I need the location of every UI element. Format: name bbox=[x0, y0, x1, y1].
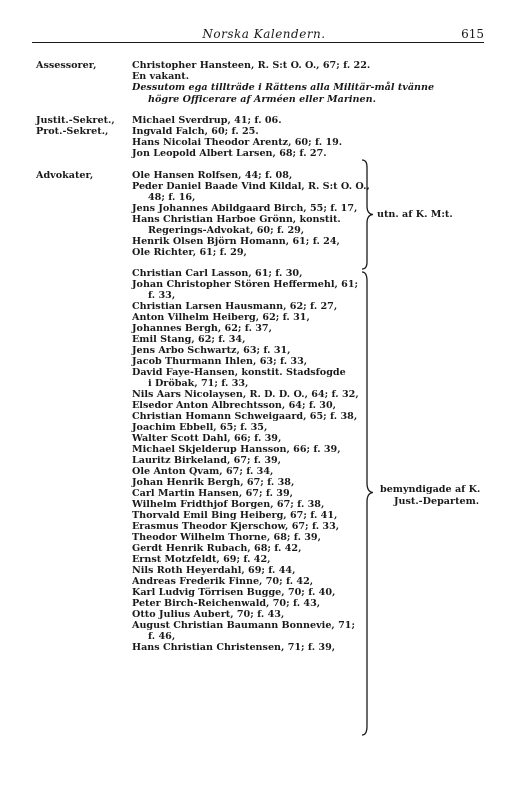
page-number: 615 bbox=[461, 27, 484, 41]
entry-line: Hans Christian Harboe Grönn, konstit. bbox=[132, 214, 341, 225]
entry-line: Nils Roth Heyerdahl, 69; f. 44, bbox=[132, 565, 296, 576]
note-appointed-by-king: utn. af K. M:t. bbox=[377, 209, 453, 220]
entry-line: Christian Carl Lasson, 61; f. 30, bbox=[132, 268, 303, 279]
entry-line: Anton Vilhelm Heiberg, 62; f. 31, bbox=[132, 312, 310, 323]
entry-line: Lauritz Birkeland, 67; f. 39, bbox=[132, 455, 282, 466]
section-label-advokater: Advokater, bbox=[36, 170, 94, 181]
brace-appointed-by-king bbox=[360, 159, 376, 270]
entry-line: Andreas Frederik Finne, 70; f. 42, bbox=[132, 576, 314, 587]
entry-line: Ingvald Falch, 60; f. 25. bbox=[132, 126, 259, 137]
entry-line: Theodor Wilhelm Thorne, 68; f. 39, bbox=[132, 532, 321, 543]
running-title: Norska Kalendern. bbox=[202, 27, 326, 41]
entry-line: Erasmus Theodor Kjerschow, 67; f. 33, bbox=[132, 521, 340, 532]
entry-line: Elsedor Anton Albrechtsson, 64; f. 30, bbox=[132, 400, 336, 411]
section-label-justit-sekret: Justit.-Sekret., bbox=[36, 115, 115, 126]
entry-line: Gerdt Henrik Rubach, 68; f. 42, bbox=[132, 543, 302, 554]
entry-line: Ole Hansen Rolfsen, 44; f. 08, bbox=[132, 170, 293, 181]
entry-line: Jacob Thurmann Ihlen, 63; f. 33, bbox=[132, 356, 308, 367]
entry-line: Johan Henrik Bergh, 67; f. 38, bbox=[132, 477, 295, 488]
entry-line: f. 33, bbox=[148, 290, 176, 301]
entry-line: Joachim Ebbell, 65; f. 35, bbox=[132, 422, 268, 433]
entry-line: Carl Martin Hansen, 67; f. 39, bbox=[132, 488, 293, 499]
entry-line: Walter Scott Dahl, 66; f. 39, bbox=[132, 433, 282, 444]
entry-line: Henrik Olsen Björn Homann, 61; f. 24, bbox=[132, 236, 340, 247]
entry-line: 48; f. 16, bbox=[148, 192, 196, 203]
entry-line: Ole Anton Qvam, 67; f. 34, bbox=[132, 466, 274, 477]
entry-line: Ernst Motzfeldt, 69; f. 42, bbox=[132, 554, 271, 565]
entry-line: Jon Leopold Albert Larsen, 68; f. 27. bbox=[132, 148, 327, 159]
entry-line: Christian Larsen Hausmann, 62; f. 27, bbox=[132, 301, 338, 312]
note-authorized-line1: bemyndigade af K. bbox=[380, 484, 481, 495]
entry-line: f. 46, bbox=[148, 631, 176, 642]
entry-line: David Faye-Hansen, konstit. Stadsfogde bbox=[132, 367, 346, 378]
entry-line: Peter Birch-Reichenwald, 70; f. 43, bbox=[132, 598, 321, 609]
brace-authorized-by-ministry bbox=[360, 271, 376, 736]
section-label-assessorer: Assessorer, bbox=[36, 60, 97, 71]
entry-line: Wilhelm Fridthjof Borgen, 67; f. 38, bbox=[132, 499, 325, 510]
entry-line: Hans Christian Christensen, 71; f. 39, bbox=[132, 642, 336, 653]
entry-line: Emil Stang, 62; f. 34, bbox=[132, 334, 246, 345]
entry-line: Ole Richter, 61; f. 29, bbox=[132, 247, 247, 258]
entry-line: Jens Arbo Schwartz, 63; f. 31, bbox=[132, 345, 291, 356]
entry-line: Nils Aars Nicolaysen, R. D. D. O., 64; f. 32, bbox=[132, 389, 359, 400]
entry-line: Dessutom ega tillträde i Rättens alla Militär-mål tvänne bbox=[132, 82, 435, 93]
note-authorized-line2: Just.-Departem. bbox=[394, 496, 480, 507]
header-rule bbox=[32, 42, 484, 43]
entry-line: Otto Julius Aubert, 70; f. 43, bbox=[132, 609, 285, 620]
entry-line: Karl Ludvig Törrisen Bugge, 70; f. 40, bbox=[132, 587, 336, 598]
entry-line: En vakant. bbox=[132, 71, 190, 82]
entry-line: Regerings-Advokat, 60; f. 29, bbox=[148, 225, 305, 236]
entry-line: Michael Sverdrup, 41; f. 06. bbox=[132, 115, 282, 126]
entry-line: August Christian Baumann Bonnevie, 71; bbox=[132, 620, 356, 631]
entry-line: Johannes Bergh, 62; f. 37, bbox=[132, 323, 272, 334]
entry-line: Jens Johannes Abildgaard Birch, 55; f. 17, bbox=[132, 203, 358, 214]
entry-line: högre Officerare af Arméen eller Marinen. bbox=[148, 94, 376, 105]
entry-line: Christian Homann Schweigaard, 65; f. 38, bbox=[132, 411, 358, 422]
entry-line: Thorvald Emil Bing Heiberg, 67; f. 41, bbox=[132, 510, 338, 521]
section-label-prot-sekret: Prot.-Sekret., bbox=[36, 126, 109, 137]
entry-line: Peder Daniel Baade Vind Kildal, R. S:t O. O., bbox=[132, 181, 370, 192]
entry-line: Hans Nicolai Theodor Arentz, 60; f. 19. bbox=[132, 137, 343, 148]
entry-line: i Dröbak, 71; f. 33, bbox=[148, 378, 249, 389]
entry-line: Christopher Hansteen, R. S:t O. O., 67; f. 22. bbox=[132, 60, 371, 71]
entry-line: Michael Skjelderup Hansson, 66; f. 39, bbox=[132, 444, 341, 455]
entry-line: Johan Christopher Stören Heffermehl, 61; bbox=[132, 279, 359, 290]
